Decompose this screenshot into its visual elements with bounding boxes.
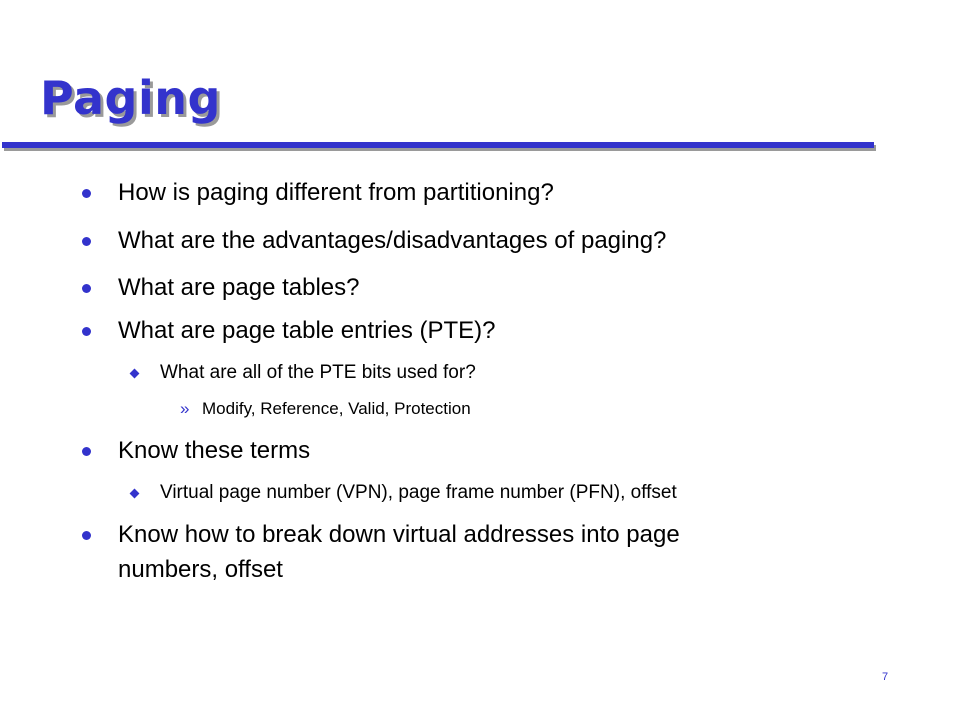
bullet-diamond-icon <box>130 489 140 499</box>
bullet-item <box>118 434 310 468</box>
bullet-text: What are page table entries (PTE)? <box>118 317 496 344</box>
bullet-dot-icon <box>82 327 91 336</box>
bullet-diamond-icon <box>130 369 140 379</box>
bullet-text: What are page tables? <box>118 274 360 301</box>
bullet-text: Know these terms <box>118 437 311 464</box>
bullet-text: How is paging different from partitioning? <box>118 179 554 206</box>
bullet-text: numbers, offset <box>118 556 283 583</box>
bullet-dot-icon <box>82 447 91 456</box>
page-number: 7 <box>882 671 889 683</box>
bullet-chevron-icon: » <box>180 399 190 418</box>
bullet-dot-icon <box>82 189 91 198</box>
bullet-dot-icon <box>82 237 91 246</box>
bullet-dot-icon <box>82 531 91 540</box>
sub-bullet-item <box>160 479 677 507</box>
bullet-text: What are all of the PTE bits used for? <box>160 362 476 383</box>
bullet-text: Virtual page number (VPN), page frame number (PFN), offset <box>160 482 677 503</box>
sub-bullet-item <box>160 359 476 387</box>
bullet-item <box>118 224 666 258</box>
bullet-item <box>118 314 496 348</box>
bullet-continuation <box>118 553 283 587</box>
slide-title: Paging <box>40 71 221 125</box>
bullet-text: What are the advantages/disadvantages of paging? <box>118 227 667 254</box>
bullet-item <box>118 518 680 552</box>
bullet-dot-icon <box>82 284 91 293</box>
bullet-text: Know how to break down virtual addresses into page <box>118 521 680 548</box>
sub-sub-bullet-item <box>180 397 471 421</box>
bullet-item <box>118 271 360 305</box>
bullet-item <box>118 176 554 210</box>
bullet-text: Modify, Reference, Valid, Protection <box>202 399 471 418</box>
